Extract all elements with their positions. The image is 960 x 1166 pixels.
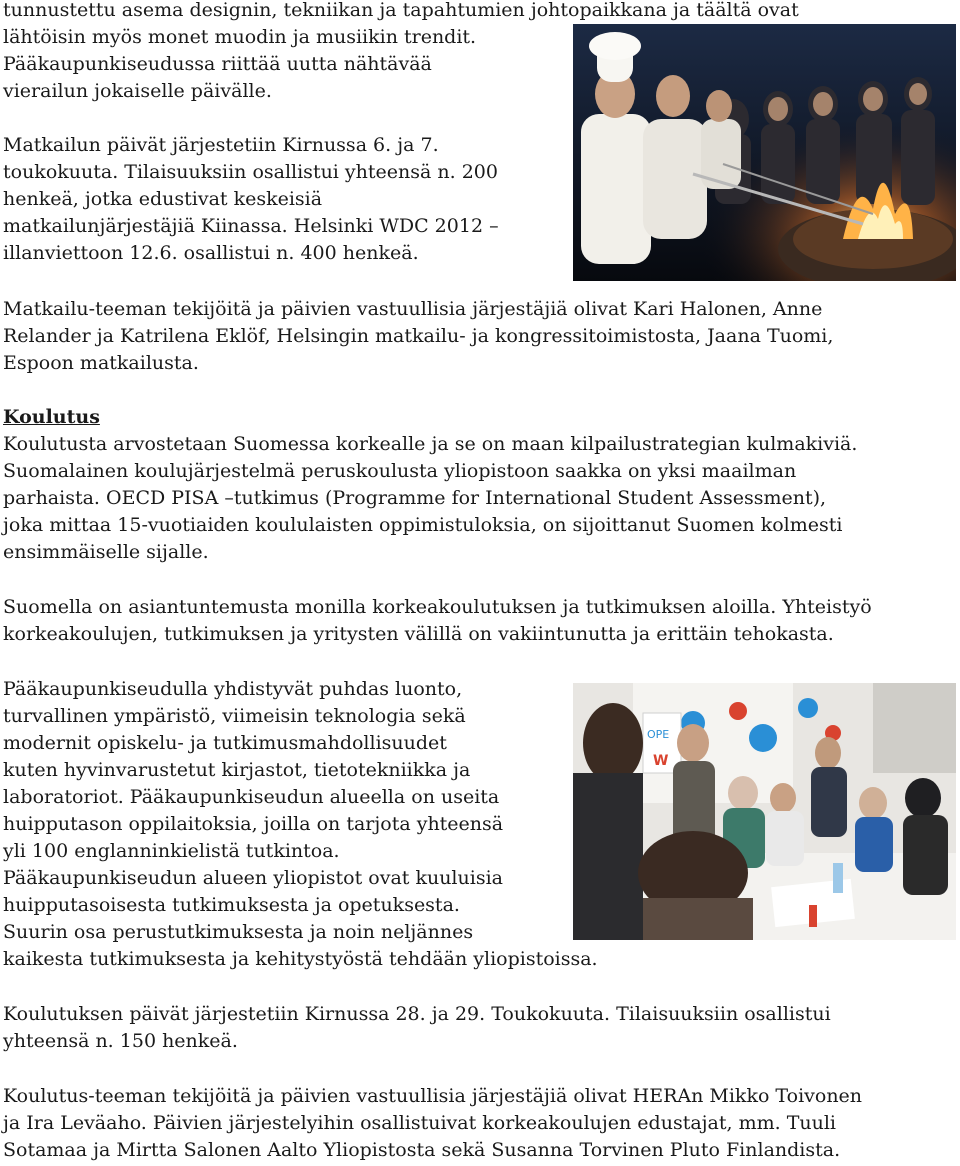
tourism-organizers-line: Espoon matkailusta. <box>3 352 199 374</box>
education-days-paragraph <box>3 1001 831 1055</box>
education-heading-link[interactable]: Koulutus <box>3 406 100 428</box>
workshop-photo <box>573 683 956 940</box>
education-days-line: yhteensä n. 150 henkeä. <box>3 1030 238 1052</box>
education-line: joka mittaa 15-vuotiaiden koululaisten oppimistuloksia, on sijoittanut Suomen kolmesti <box>3 514 843 536</box>
intro-line: Pääkaupunkiseudussa riittää uutta nähtävää <box>3 53 432 75</box>
svg-text:W: W <box>653 753 669 769</box>
tourism-organizers-paragraph <box>3 296 833 377</box>
capital-region-line: laboratoriot. Pääkaupunkiseudun alueella on useita <box>3 786 500 808</box>
tourism-days-line: Matkailun päivät järjestetiin Kirnussa 6. ja 7. <box>3 134 439 156</box>
capital-region-line: turvallinen ympäristö, viimeisin teknologia sekä <box>3 705 466 727</box>
education-organizers-line: Koulutus-teeman tekijöitä ja päivien vastuullisia järjestäjiä olivat HERAn Mikko Toivonen <box>3 1085 863 1107</box>
capital-region-line: Suurin osa perustutkimuksesta ja noin neljännes <box>3 921 474 943</box>
education-organizers-line: ja Ira Leväaho. Päivien järjestelyihin osallistuivat korkeakoulujen edustajat, mm. Tuuli <box>3 1112 837 1134</box>
workshop-photo-drawing <box>573 683 956 940</box>
capital-region-line: Pääkaupunkiseudun alueen yliopistot ovat kuuluisia <box>3 867 503 889</box>
expertise-line: korkeakoulujen, tutkimuksen ja yritysten välillä on vakiintunutta ja erittäin tehokasta. <box>3 623 834 645</box>
education-organizers-line: Sotamaa ja Mirtta Salonen Aalto Yliopistosta sekä Susanna Torvinen Pluto Finlandista. <box>3 1139 841 1161</box>
capital-region-line: Pääkaupunkiseudulla yhdistyvät puhdas luonto, <box>3 678 463 700</box>
capital-region-paragraph <box>3 676 598 973</box>
intro-line: vierailun jokaiselle päivälle. <box>3 80 272 102</box>
capital-region-line: modernit opiskelu- ja tutkimusmahdollisuudet <box>3 732 447 754</box>
capital-region-line: yli 100 englanninkielistä tutkintoa. <box>3 840 340 862</box>
tourism-days-line: henkeä, jotka edustivat keskeisiä <box>3 188 323 210</box>
tourism-days-line: illanviettoon 12.6. osallistui n. 400 henkeä. <box>3 242 419 264</box>
education-days-line: Koulutuksen päivät järjestetiin Kirnussa 28. ja 29. Toukokuuta. Tilaisuuksiin osallistui <box>3 1003 831 1025</box>
education-section <box>3 404 857 566</box>
intro-line: lähtöisin myös monet muodin ja musiikin trendit. <box>3 26 477 48</box>
tourism-days-line: matkailunjärjestäjiä Kiinassa. Helsinki WDC 2012 – <box>3 215 499 237</box>
capital-region-line: kuten hyvinvarustetut kirjastot, tietotekniikka ja <box>3 759 471 781</box>
expertise-line: Suomella on asiantuntemusta monilla korkeakoulutuksen ja tutkimuksen aloilla. Yhteistyö <box>3 596 872 618</box>
education-line: Koulutusta arvostetaan Suomessa korkealle ja se on maan kilpailustrategian kulmakiviä. <box>3 433 858 455</box>
capital-region-line: kaikesta tutkimuksesta ja kehitystyöstä tehdään yliopistoissa. <box>3 948 598 970</box>
tourism-days-paragraph <box>3 132 499 267</box>
svg-text:OPE: OPE <box>647 728 670 741</box>
expertise-paragraph <box>3 594 872 648</box>
tourism-organizers-line: Relander ja Katrilena Eklöf, Helsingin matkailu- ja kongressitoimistosta, Jaana Tuomi, <box>3 325 834 347</box>
education-line: ensimmäiselle sijalle. <box>3 541 209 563</box>
education-organizers-paragraph <box>3 1083 862 1164</box>
capital-region-line: huipputason oppilaitoksia, joilla on tarjota yhteensä <box>3 813 504 835</box>
education-line: Suomalainen koulujärjestelmä peruskoulusta yliopistoon saakka on yksi maailman <box>3 460 797 482</box>
intro-line: tunnustettu asema designin, tekniikan ja tapahtumien johtopaikkana ja täältä ovat <box>3 0 799 21</box>
capital-region-line: huipputasoisesta tutkimuksesta ja opetuksesta. <box>3 894 460 916</box>
tourism-days-line: toukokuuta. Tilaisuuksiin osallistui yhteensä n. 200 <box>3 161 498 183</box>
tourism-organizers-line: Matkailu-teeman tekijöitä ja päivien vastuullisia järjestäjiä olivat Kari Halonen, Anne <box>3 298 823 320</box>
education-line: parhaista. OECD PISA –tutkimus (Programme for International Student Assessment), <box>3 487 827 509</box>
intro-paragraph <box>3 0 799 105</box>
